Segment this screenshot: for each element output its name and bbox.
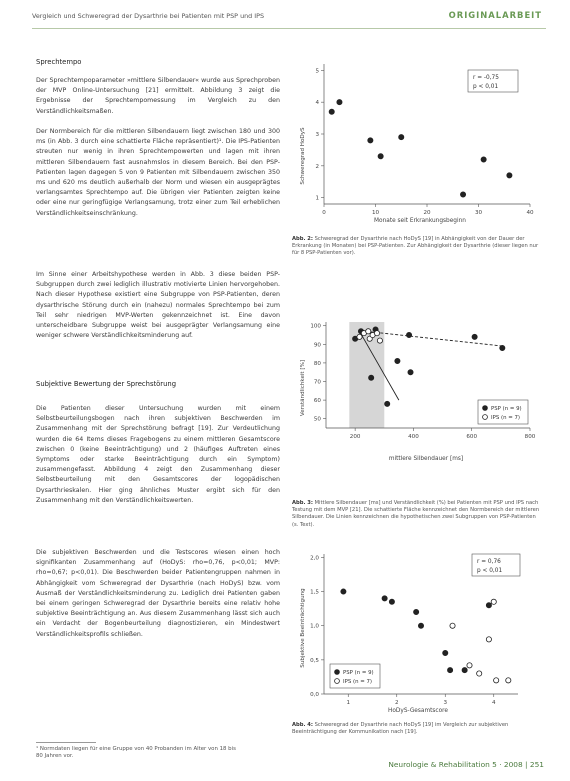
chart-xlabel: mittlere Silbendauer [ms] <box>388 456 464 462</box>
data-point <box>500 345 505 350</box>
data-point <box>506 678 511 683</box>
x-tick-label: 800 <box>524 434 536 440</box>
body-paragraph-5: Die subjektiven Beschwerden und die Testscores wiesen einen hoch signifikanten Zusammenhang auf (HoDyS: rho=0,76, p<0,01; MVP: rho=0,67; p<0,01). Die Beschwerden beider Patientengruppen nahmen in Abhängigkeit vom Schweregrad der Dysarthrie (nach HoDyS) bzw. vom Ausmaß der Verständlichkeitsminderung zu. Lediglich drei Patienten gaben bei einem geringen Schweregrad der Dysarthrie bereits eine relativ hohe subjektive Beeinträchtigung an. Aus diesem Zusammenhang lässt sich auch ein Verdacht der Bogenbeurteilung diagnostizieren, ein Mindestwert Verständlichkeitsprofils schließen. <box>36 549 280 638</box>
stat-line-1: r = 0,76 <box>477 559 501 565</box>
legend-label: IPS (n = 7) <box>343 679 372 685</box>
y-tick-label: 0,5 <box>310 657 319 664</box>
data-point <box>382 596 387 601</box>
data-point <box>329 109 334 114</box>
figure-3-chart <box>292 318 544 494</box>
stat-line-1: r = -0,75 <box>473 75 499 81</box>
y-tick-label: 80 <box>313 360 321 367</box>
caption-text: Schweregrad der Dysarthrie nach HoDyS [19] in Abhängigkeit von der Dauer der Erkrankung (in Monaten) bei PSP-Patienten. Zur Abhängigkeit der Dysarthrie (dieser liegen nur für 8 PSP-Patienten vor). <box>292 236 539 257</box>
data-point <box>399 135 404 140</box>
data-point <box>460 192 465 197</box>
trend-line <box>365 331 503 346</box>
data-point <box>395 358 400 363</box>
chart-xlabel: Monate seit Erkrankungsbeginn <box>374 218 466 224</box>
data-point <box>448 667 453 672</box>
x-tick-label: 1 <box>346 700 351 706</box>
figure-4-chart <box>292 548 544 720</box>
y-tick-label: 100 <box>310 323 321 330</box>
caption-label: Abb. 2: <box>292 236 313 242</box>
data-point <box>374 331 379 336</box>
y-tick-label: 4 <box>315 100 319 107</box>
caption-text: Schweregrad der Dysarthrie nach HoDyS [19] im Vergleich zur subjektiven Beeinträchtigung der Kommunikation nach [19]. <box>292 722 509 736</box>
chart-xlabel: HoDyS-Gesamtscore <box>388 708 448 714</box>
x-tick-label: 3 <box>443 700 448 706</box>
y-tick-label: 70 <box>313 379 321 386</box>
chart-ylabel: Verständlichkeit [%] <box>300 359 306 417</box>
x-tick-label: 0 <box>322 210 326 216</box>
x-tick-label: 600 <box>466 434 478 440</box>
data-point <box>491 599 496 604</box>
y-tick-label: 2 <box>315 163 319 170</box>
data-point <box>486 637 491 642</box>
figure-4-caption <box>292 722 542 736</box>
caption-text: Mittlere Silbendauer [ms] und Verständlichkeit (%) bei Patienten mit PSP und IPS nach Testung mit dem MVP [21]. Die schattierte Fläche kennzeichnet den Normbereich der mittleren Silbendauer. Die Linien kennzeichnen die hypothetischen zwei Subgruppen von PSP-Patienten (s. Text). <box>292 500 540 528</box>
x-tick-label: 200 <box>349 434 361 440</box>
data-point <box>507 173 512 178</box>
y-tick-label: 50 <box>313 416 321 423</box>
x-tick-label: 30 <box>474 210 483 216</box>
y-tick-label: 1,5 <box>310 589 319 596</box>
section-label: ORIGINALARBEIT <box>448 10 542 20</box>
y-tick-label: 1,0 <box>310 623 319 630</box>
data-point <box>377 338 382 343</box>
legend-label: IPS (n = 7) <box>491 415 520 421</box>
chart-ylabel: Schweregrad HoDyS <box>300 127 306 185</box>
caption-label: Abb. 4: <box>292 722 313 728</box>
data-point <box>494 678 499 683</box>
legend-marker <box>483 406 488 411</box>
data-point <box>418 623 423 628</box>
data-point <box>450 623 455 628</box>
y-tick-label: 5 <box>315 68 319 75</box>
data-point <box>467 663 472 668</box>
x-tick-label: 4 <box>491 700 496 706</box>
body-paragraph-2: Der Normbereich für die mittleren Silbendauern liegt zwischen 180 und 300 ms (in Abb. 3 durch eine schattierte Fläche repräsentiert)¹. Die IPS-Patienten streuten nur wenig in ihren Sprechtempowerten und lagen mit ihren mittleren Silbendauern fast ausnahmslos in diesem Bereich. Bei den PSP-Patienten lagen dagegen 5 von 9 Patienten mit Silbendauern zwischen 350 ms und 620 ms deutlich außerhalb der Norm und wiesen ein ausgeprägtes verlangsamtes Sprechtempo auf. Die übrigen vier Patienten zeigten keine oder eine nur geringfügige Verlangsamung, trotz einer zum Teil erheblichen Verständlichkeitseinschränkung. <box>36 128 280 217</box>
legend-label: PSP (n = 9) <box>343 670 374 676</box>
data-point <box>341 589 346 594</box>
caption-label: Abb. 3: <box>292 500 313 506</box>
page-footer: Neurologie & Rehabilitation 5 · 2008 | 251 <box>388 760 544 769</box>
figure-3-caption <box>292 500 542 529</box>
x-tick-label: 400 <box>408 434 419 440</box>
figure-2-caption <box>292 236 542 258</box>
header-rule <box>32 28 546 29</box>
y-tick-label: 3 <box>315 132 319 138</box>
figure-2 <box>292 58 544 230</box>
x-tick-label: 10 <box>371 210 380 216</box>
chart-ylabel: Subjektive Beeinträchtigung <box>300 588 306 668</box>
x-tick-label: 40 <box>526 210 534 216</box>
y-tick-label: 0,0 <box>310 692 319 698</box>
figure-2-chart <box>292 58 544 230</box>
data-point <box>481 157 486 162</box>
data-point <box>389 599 394 604</box>
figure-4 <box>292 548 544 720</box>
data-point <box>385 401 390 406</box>
data-point <box>337 100 342 105</box>
data-point <box>462 667 467 672</box>
data-point <box>366 329 371 334</box>
x-tick-label: 2 <box>394 700 399 706</box>
x-tick-label: 20 <box>423 210 431 216</box>
body-paragraph-3: Im Sinne einer Arbeitshypothese werden in Abb. 3 diese beiden PSP-Subgruppen durch zwei lediglich illustrativ motivierte Linien hervorgehoben. Nach dieser Hypothese existiert eine Subgruppe von PSP-Patienten, deren dysarthrische Störung durch ein (nahezu) normales Sprechtempo bei zum Teil sehr niedrigen MVP-Werten gekennzeichnet ist. Eine davon unterscheidbare Subgruppe weist bei ausgeprägter Verlangsamung eine weniger schwere Verständlichkeitsminderung auf. <box>36 271 280 340</box>
footnote: ¹ Normdaten liegen für eine Gruppe von 40 Probanden im Alter von 18 bis 80 Jahren vor. <box>36 746 236 760</box>
data-point <box>408 370 413 375</box>
heading-subjektive-bewertung: Subjektive Bewertung der Sprechstörung <box>36 380 177 388</box>
heading-sprechtempo: Sprechtempo <box>36 58 82 66</box>
data-point <box>414 609 419 614</box>
body-paragraph-1: Der Sprechtempoparameter »mittlere Silbendauer« wurde aus Sprechproben der MVP Online-Untersuchung [21] ermittelt. Abbildung 3 zeigt die Ergebnisse der Sprechtempomessung im Vergleich zu den Verständlichkeitsmaßen. <box>36 77 280 115</box>
data-point <box>357 334 362 339</box>
data-point <box>406 332 411 337</box>
legend-label: PSP (n = 9) <box>491 406 522 412</box>
data-point <box>477 671 482 676</box>
y-tick-label: 1 <box>315 195 319 202</box>
data-point <box>369 375 374 380</box>
data-point <box>472 334 477 339</box>
data-point <box>368 138 373 143</box>
stat-line-2: p < 0,01 <box>473 84 499 90</box>
data-point <box>443 650 448 655</box>
y-tick-label: 90 <box>313 342 321 349</box>
legend-marker <box>335 670 340 675</box>
data-point <box>486 603 491 608</box>
legend-marker <box>335 679 340 684</box>
stat-line-2: p < 0,01 <box>477 568 503 574</box>
body-paragraph-4: Die Patienten dieser Untersuchung wurden mit einem Selbstbeurteilungsbogen nach ihren subjektiven Beschwerden im Zusammenhang mit der Sprechstörung befragt [19]. Zur Verdeutlichung wurden die 64 Items dieses Fragebogens zu einem mittleren Gesamtscore zwischen 0 (keine Beeinträchtigung) und 2 (häufiges Auftreten eines Symptoms oder starke Beeinträchtigung durch ein Symptom) zusammengefasst. Abbildung 4 zeigt den Zusammenhang dieser Selbstbeurteilung mit den Gesamtscores der logopädischen Dysarthrieskalen. Hier ging ähnliches Muster ergibt sich für den Zusammenhang mit den Verständlichkeitswerten. <box>36 405 280 504</box>
footnote-rule <box>36 742 96 743</box>
y-tick-label: 60 <box>313 398 321 405</box>
y-tick-label: 2,0 <box>310 555 319 562</box>
running-title: Vergleich und Schweregrad der Dysarthrie bei Patienten mit PSP und IPS <box>32 12 265 20</box>
figure-3 <box>292 318 544 494</box>
data-point <box>378 154 383 159</box>
legend-marker <box>483 415 488 420</box>
